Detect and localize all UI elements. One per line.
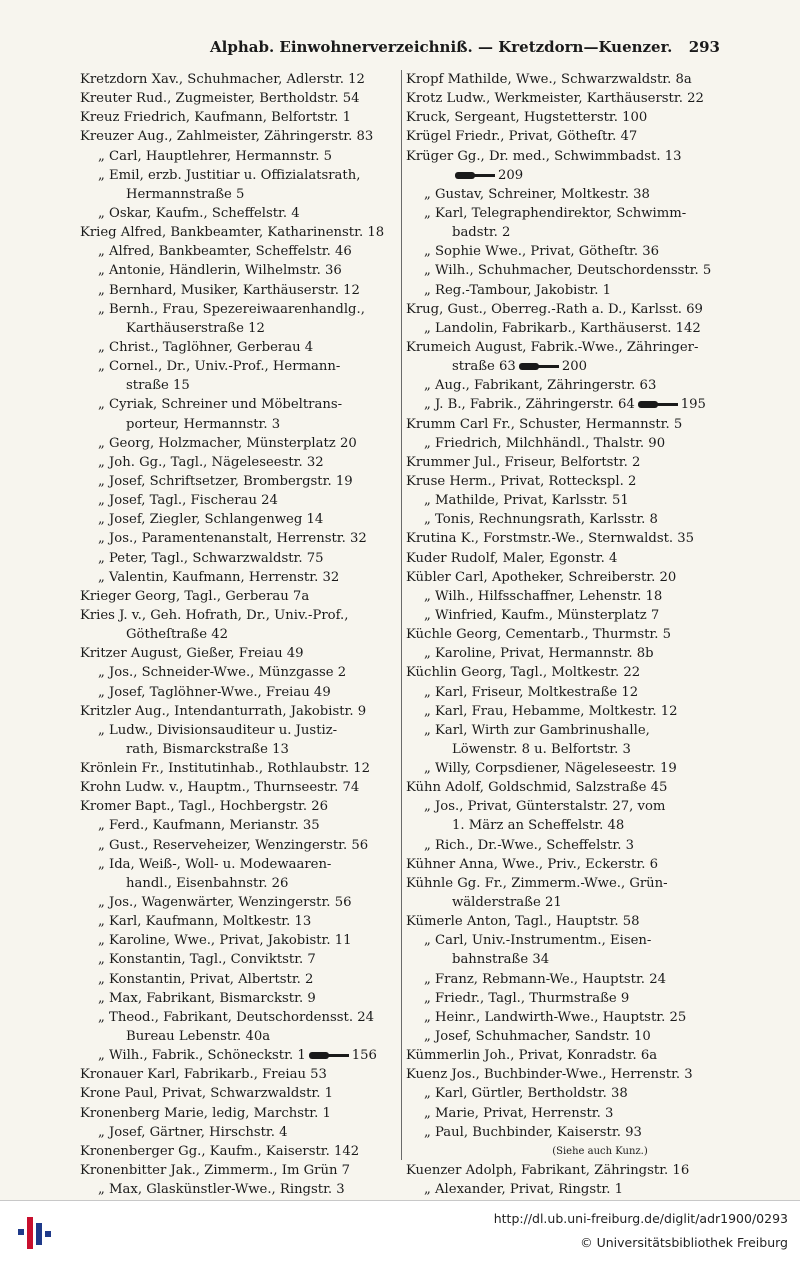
entry-text: „ Peter, Tagl., Schwarzwaldstr. 75 [98,550,324,566]
entry-text: „ Josef, Schuhmacher, Sandstr. 10 [424,1029,651,1045]
entry-text: porteur, Hermannstr. 3 [126,416,281,432]
pointing-hand-icon [309,1051,349,1060]
directory-entry-line [406,338,724,357]
directory-entry-line [80,1008,398,1027]
cross-reference-number: 200 [561,359,587,375]
directory-entry-line [80,127,398,146]
directory-entry-line [80,836,398,855]
entry-text: „ Heinr., Landwirth-Wwe., Hauptstr. 25 [424,1009,687,1025]
directory-entry-line [80,1104,398,1123]
entry-text: „ Sophie Wwe., Privat, Götheſtr. 36 [424,244,660,260]
entry-text: „ Karoline, Privat, Hermannstr. 8b [424,646,654,662]
entry-text: Krüger Gg., Dr. med., Schwimmbadst. 13 [406,148,682,164]
directory-entry-line [80,415,398,434]
directory-entry-line [406,108,724,127]
directory-entry-line [80,931,398,950]
entry-text: „ Ferd., Kaufmann, Merianstr. 35 [98,818,320,834]
entry-text: Kruck, Sergeant, Hugstetterstr. 100 [406,110,648,126]
directory-entry-line [406,529,724,548]
entry-text: Kruse Herm., Privat, Rotteckspl. 2 [406,473,637,489]
directory-entry-line [406,663,724,682]
directory-entry-line [406,127,724,146]
directory-entry-line [406,357,724,376]
directory-entry-line [80,1084,398,1103]
entry-text: Kuder Rudolf, Maler, Egonstr. 4 [406,550,618,566]
entry-text: Löwenstr. 8 u. Belfortstr. 3 [452,741,631,757]
directory-entry-line [80,395,398,414]
directory-entry-line [80,261,398,280]
directory-entry-line [80,89,398,108]
directory-entry-line [406,587,724,606]
entry-text: straße 63 [452,359,516,375]
entry-text: Krotz Ludw., Werkmeister, Karthäuserstr. 22 [406,91,704,107]
directory-entry-line [80,434,398,453]
directory-entry-line [80,740,398,759]
right-column [406,70,724,1218]
directory-entry-line [80,587,398,606]
entry-text: Karthäuserstraße 12 [126,320,265,336]
entry-text: „ Oskar, Kaufm., Scheffelstr. 4 [98,205,300,221]
directory-entry-line [406,931,724,950]
directory-entry-line [80,1180,398,1199]
entry-text: Kromer Bapt., Tagl., Hochbergstr. 26 [80,799,329,815]
directory-entry-line [80,108,398,127]
entry-text: Krohn Ludw. v., Hauptm., Thurnseestr. 74 [80,780,360,796]
entry-text: „ Gust., Reserveheizer, Wenzingerstr. 56 [98,837,369,853]
entry-text: „ Karl, Friseur, Moltkestraße 12 [424,684,639,700]
directory-entry-line [80,759,398,778]
entry-text: „ Ludw., Divisionsauditeur u. Justiz- [98,722,338,738]
entry-text: (Siehe auch Kunz.) [552,1145,648,1157]
entry-text: Kronenberg Marie, ledig, Marchstr. 1 [80,1105,331,1121]
directory-entry-line [406,702,724,721]
directory-entry-line [406,721,724,740]
entry-text: rath, Bismarckstraße 13 [126,741,289,757]
entry-text: Kümerle Anton, Tagl., Hauptstr. 58 [406,914,640,930]
entry-text: Krug, Gust., Oberreg.-Rath a. D., Karlsst. 69 [406,301,703,317]
directory-entry-line [406,1180,724,1199]
entry-text: „ Jos., Paramentenanstalt, Herrenstr. 32 [98,531,367,547]
directory-entry-line [406,836,724,855]
column-divider [401,70,402,1160]
cross-reference-number: 156 [351,1048,377,1064]
entry-text: „ Rich., Dr.-Wwe., Scheffelstr. 3 [424,837,635,853]
directory-entry-line [80,1123,398,1142]
directory-entry-line [80,855,398,874]
directory-entry-line [406,1142,724,1161]
entry-text: Kronenbitter Jak., Zimmerm., Im Grün 7 [80,1163,351,1179]
entry-text: Kuenz Jos., Buchbinder-Wwe., Herrenstr. 3 [406,1067,693,1083]
entry-text: Kümmerlin Joh., Privat, Konradstr. 6a [406,1048,658,1064]
directory-entry-line [80,510,398,529]
directory-entry-line [406,625,724,644]
directory-entry-line [406,1084,724,1103]
directory-entry-line [406,491,724,510]
entry-text: „ Mathilde, Privat, Karlsstr. 51 [424,493,629,509]
directory-entry-line [406,147,724,166]
entry-text: „ Jos., Schneider-Wwe., Münzgasse 2 [98,665,347,681]
directory-entry-line [406,204,724,223]
directory-entry-line [80,472,398,491]
directory-entry-line [80,300,398,319]
entry-text: Krumm Carl Fr., Schuster, Hermannstr. 5 [406,416,683,432]
directory-entry-line [80,778,398,797]
entry-text: Küchle Georg, Cementarb., Thurmstr. 5 [406,627,672,643]
directory-entry-line [406,1027,724,1046]
directory-entry-line [80,702,398,721]
entry-text: Kuenzer Adolph, Fabrikant, Zähringstr. 16 [406,1163,690,1179]
entry-text: Krieg Alfred, Bankbeamter, Katharinenstr. 18 [80,225,385,241]
entry-text: „ Konstantin, Privat, Albertstr. 2 [98,971,314,987]
directory-entry-line [406,912,724,931]
permalink-url[interactable]: http://dl.ub.uni-freiburg.de/diglit/adr1900/0293 [493,1211,788,1226]
entry-text: „ Max, Fabrikant, Bismarckstr. 9 [98,990,316,1006]
directory-entry-line [80,491,398,510]
library-logo-icon [18,1213,54,1253]
directory-entry-line [406,740,724,759]
pointing-hand-icon [455,171,495,180]
directory-entry-line [406,816,724,835]
directory-entry-line [406,472,724,491]
entry-text: Kronauer Karl, Fabrikarb., Freiau 53 [80,1067,327,1083]
directory-entry-line [80,319,398,338]
directory-entry-line [406,644,724,663]
directory-entry-line [80,242,398,261]
copyright-notice: © Universitätsbibliothek Freiburg [580,1235,788,1250]
entry-text: „ Jos., Wagenwärter, Wenzingerstr. 56 [98,895,352,911]
entry-text: Kühnle Gg. Fr., Zimmerm.-Wwe., Grün- [406,875,668,891]
entry-text: Kritzer August, Gießer, Freiau 49 [80,646,304,662]
entry-text: „ Aug., Fabrikant, Zähringerstr. 63 [424,378,657,394]
page-header [80,38,720,62]
directory-entry-line [406,223,724,242]
entry-text: „ Karl, Wirth zur Gambrinushalle, [424,722,650,738]
directory-entry-line [80,185,398,204]
entry-text: Krieger Georg, Tagl., Gerberau 7a [80,588,310,604]
directory-entry-line [80,223,398,242]
directory-entry-line [406,300,724,319]
entry-text: Kühn Adolf, Goldschmid, Salzstraße 45 [406,780,668,796]
entry-text: Kronenberger Gg., Kaufm., Kaiserstr. 142 [80,1143,360,1159]
entry-text: „ Wilh., Hilfsschaffner, Lehenstr. 18 [424,588,663,604]
directory-entry-line [406,185,724,204]
directory-entry-line [80,281,398,300]
directory-entry-line [406,549,724,568]
entry-text: „ Bernhard, Musiker, Karthäuserstr. 12 [98,282,360,298]
directory-entry-line [80,912,398,931]
entry-text: „ Karl, Gürtler, Bertholdstr. 38 [424,1086,628,1102]
entry-text: „ Emil, erzb. Justitiar u. Offizialatsrath, [98,167,361,183]
directory-entry-line [80,529,398,548]
entry-text: „ Carl, Univ.-Instrumentm., Eisen- [424,933,652,949]
entry-text: Krumeich August, Fabrik.-Wwe., Zähringer- [406,339,699,355]
entry-text: 1. März an Scheffelstr. 48 [452,818,625,834]
entry-text: „ Josef, Tagl., Fischerau 24 [98,493,278,509]
entry-text: Kühner Anna, Wwe., Priv., Eckerstr. 6 [406,856,658,872]
directory-entry-line [80,1142,398,1161]
directory-entry-line [406,1008,724,1027]
directory-entry-line [80,663,398,682]
entry-text: „ Reg.-Tambour, Jakobistr. 1 [424,282,612,298]
entry-text: „ Karl, Frau, Hebamme, Moltkestr. 12 [424,703,678,719]
entry-text: Kreuzer Aug., Zahlmeister, Zähringerstr. 83 [80,129,374,145]
entry-text: „ Karl, Telegraphendirektor, Schwimm- [424,205,687,221]
directory-entry-line [406,950,724,969]
directory-entry-line [406,1046,724,1065]
directory-entry-line [80,683,398,702]
directory-entry-line [406,970,724,989]
directory-entry-line [80,338,398,357]
directory-entry-line [406,797,724,816]
entry-text: Kreuz Friedrich, Kaufmann, Belfortstr. 1 [80,110,351,126]
directory-entry-line [80,874,398,893]
directory-entry-line [406,376,724,395]
entry-text: „ Marie, Privat, Herrenstr. 3 [424,1105,614,1121]
running-title: Alphab. Einwohnerverzeichniß. — Kretzdorn—Kuenzer. [210,38,673,56]
entry-text: „ Karoline, Wwe., Privat, Jakobistr. 11 [98,933,352,949]
entry-text: badstr. 2 [452,225,511,241]
directory-entry-line [406,893,724,912]
directory-entry-line [80,644,398,663]
directory-entry-line [80,1046,398,1065]
entry-text: „ Tonis, Rechnungsrath, Karlsstr. 8 [424,512,658,528]
directory-entry-line [80,147,398,166]
entry-text: Krügel Friedr., Privat, Götheſtr. 47 [406,129,638,145]
directory-entry-line [406,242,724,261]
entry-text: „ Joh. Gg., Tagl., Nägeleseestr. 32 [98,454,324,470]
entry-text: „ Ida, Weiß-, Woll- u. Modewaaren- [98,856,332,872]
directory-entry-line [80,204,398,223]
entry-text: „ Alfred, Bankbeamter, Scheffelstr. 46 [98,244,352,260]
directory-entry-line [406,989,724,1008]
entry-text: Kries J. v., Geh. Hofrath, Dr., Univ.-Prof., [80,607,349,623]
directory-entry-line [406,568,724,587]
viewer-footer [0,1200,800,1261]
entry-text: „ Valentin, Kaufmann, Herrenstr. 32 [98,569,340,585]
entry-text: „ Christ., Taglöhner, Gerberau 4 [98,339,314,355]
directory-entry-line [406,1161,724,1180]
directory-entry-line [80,568,398,587]
cross-reference-number: 195 [680,397,706,413]
directory-entry-line [406,683,724,702]
entry-text: „ Josef, Gärtner, Hirschstr. 4 [98,1124,288,1140]
directory-entry-line [406,874,724,893]
entry-text: „ J. B., Fabrik., Zähringerstr. 64 [424,397,635,413]
directory-entry-line [80,357,398,376]
directory-entry-line [80,950,398,969]
entry-text: „ Franz, Rebmann-We., Hauptstr. 24 [424,971,666,987]
directory-entry-line [406,606,724,625]
directory-entry-line [406,261,724,280]
directory-entry-line [80,721,398,740]
entry-text: „ Landolin, Fabrikarb., Karthäuserst. 142 [424,320,701,336]
directory-entry-line [406,453,724,472]
entry-text: „ Bernh., Frau, Spezereiwaarenhandlg., [98,301,365,317]
entry-text: 209 [498,167,524,183]
entry-text: „ Cyriak, Schreiner und Möbeltrans- [98,397,343,413]
entry-text: Kreuter Rud., Zugmeister, Bertholdstr. 54 [80,91,360,107]
directory-entry-line [406,166,724,185]
entry-text: „ Carl, Hauptlehrer, Hermannstr. 5 [98,148,332,164]
directory-entry-line [406,855,724,874]
entry-text: handl., Eisenbahnstr. 26 [126,875,289,891]
entry-text: Kübler Carl, Apotheker, Schreiberstr. 20 [406,569,677,585]
entry-text: Krummer Jul., Friseur, Belfortstr. 2 [406,454,641,470]
entry-text: „ Friedrich, Milchhändl., Thalstr. 90 [424,435,666,451]
directory-entry-line [406,1123,724,1142]
entry-text: Krutina K., Forstmstr.-We., Sternwaldst. 35 [406,531,695,547]
entry-text: „ Gustav, Schreiner, Moltkestr. 38 [424,186,650,202]
entry-text: bahnstraße 34 [452,952,550,968]
entry-text: „ Theod., Fabrikant, Deutschordensst. 24 [98,1009,374,1025]
entry-text: „ Alexander, Privat, Ringstr. 1 [424,1182,624,1198]
directory-entry-line [406,319,724,338]
entry-text: „ Karl, Kaufmann, Moltkestr. 13 [98,914,312,930]
entry-text: „ Josef, Schriftsetzer, Brombergstr. 19 [98,473,353,489]
entry-text: wälderstraße 21 [452,895,562,911]
directory-entry-line [406,1065,724,1084]
directory-entry-line [80,70,398,89]
entry-text: „ Winfried, Kaufm., Münsterplatz 7 [424,607,660,623]
entry-text: Kretzdorn Xav., Schuhmacher, Adlerstr. 12 [80,72,365,87]
directory-entry-line [406,510,724,529]
entry-text: Küchlin Georg, Tagl., Moltkestr. 22 [406,665,641,681]
entry-text: „ Willy, Corpsdiener, Nägeleseestr. 19 [424,761,677,777]
directory-entry-line [80,1027,398,1046]
entry-text: „ Josef, Taglöhner-Wwe., Freiau 49 [98,684,331,700]
left-column [80,70,398,1218]
entry-text: Götheſtraße 42 [126,627,229,643]
directory-entry-line [80,1065,398,1084]
directory-entry-line [406,395,724,414]
entry-text: „ Paul, Buchbinder, Kaiserstr. 93 [424,1124,642,1140]
entry-text: „ Wilh., Schuhmacher, Deutschordensstr. 5 [424,263,712,279]
directory-entry-line [80,453,398,472]
entry-text: „ Konstantin, Tagl., Conviktstr. 7 [98,952,316,968]
entry-text: „ Wilh., Fabrik., Schöneckstr. 1 [98,1048,306,1064]
page-number: 293 [688,38,720,56]
directory-entry-line [80,1161,398,1180]
entry-text: Krone Paul, Privat, Schwarzwaldstr. 1 [80,1086,334,1102]
directory-entry-line [406,89,724,108]
entry-text: straße 15 [126,378,190,394]
entry-text: „ Cornel., Dr., Univ.-Prof., Hermann- [98,359,341,375]
entry-text: Kritzler Aug., Intendanturrath, Jakobistr. 9 [80,703,367,719]
directory-entry-line [80,797,398,816]
directory-entry-line [406,281,724,300]
entry-text: Hermannstraße 5 [126,186,245,202]
directory-entry-line [406,70,724,89]
directory-entry-line [80,816,398,835]
directory-entry-line [406,434,724,453]
entry-text: „ Friedr., Tagl., Thurmstraße 9 [424,990,630,1006]
entry-text: „ Georg, Holzmacher, Münsterplatz 20 [98,435,357,451]
directory-entry-line [80,625,398,644]
directory-entry-line [406,778,724,797]
pointing-hand-icon [638,400,678,409]
entry-text: „ Jos., Privat, Günterstalstr. 27, vom [424,799,666,815]
entry-text: „ Antonie, Händlerin, Wilhelmstr. 36 [98,263,342,279]
directory-entry-line [406,1104,724,1123]
directory-entry-line [80,606,398,625]
directory-entry-line [406,759,724,778]
directory-entry-line [80,166,398,185]
entry-text: Bureau Lebenstr. 40a [126,1029,271,1045]
pointing-hand-icon [519,362,559,371]
directory-entry-line [80,549,398,568]
entry-text: Kropf Mathilde, Wwe., Schwarzwaldstr. 8a [406,72,692,87]
directory-entry-line [406,415,724,434]
directory-entry-line [80,970,398,989]
directory-entry-line [80,893,398,912]
directory-entry-line [80,989,398,1008]
entry-text: „ Max, Glaskünstler-Wwe., Ringstr. 3 [98,1182,345,1198]
entry-text: Krönlein Fr., Institutinhab., Rothlaubstr. 12 [80,761,371,777]
entry-text: „ Josef, Ziegler, Schlangenweg 14 [98,512,324,528]
directory-entry-line [80,376,398,395]
